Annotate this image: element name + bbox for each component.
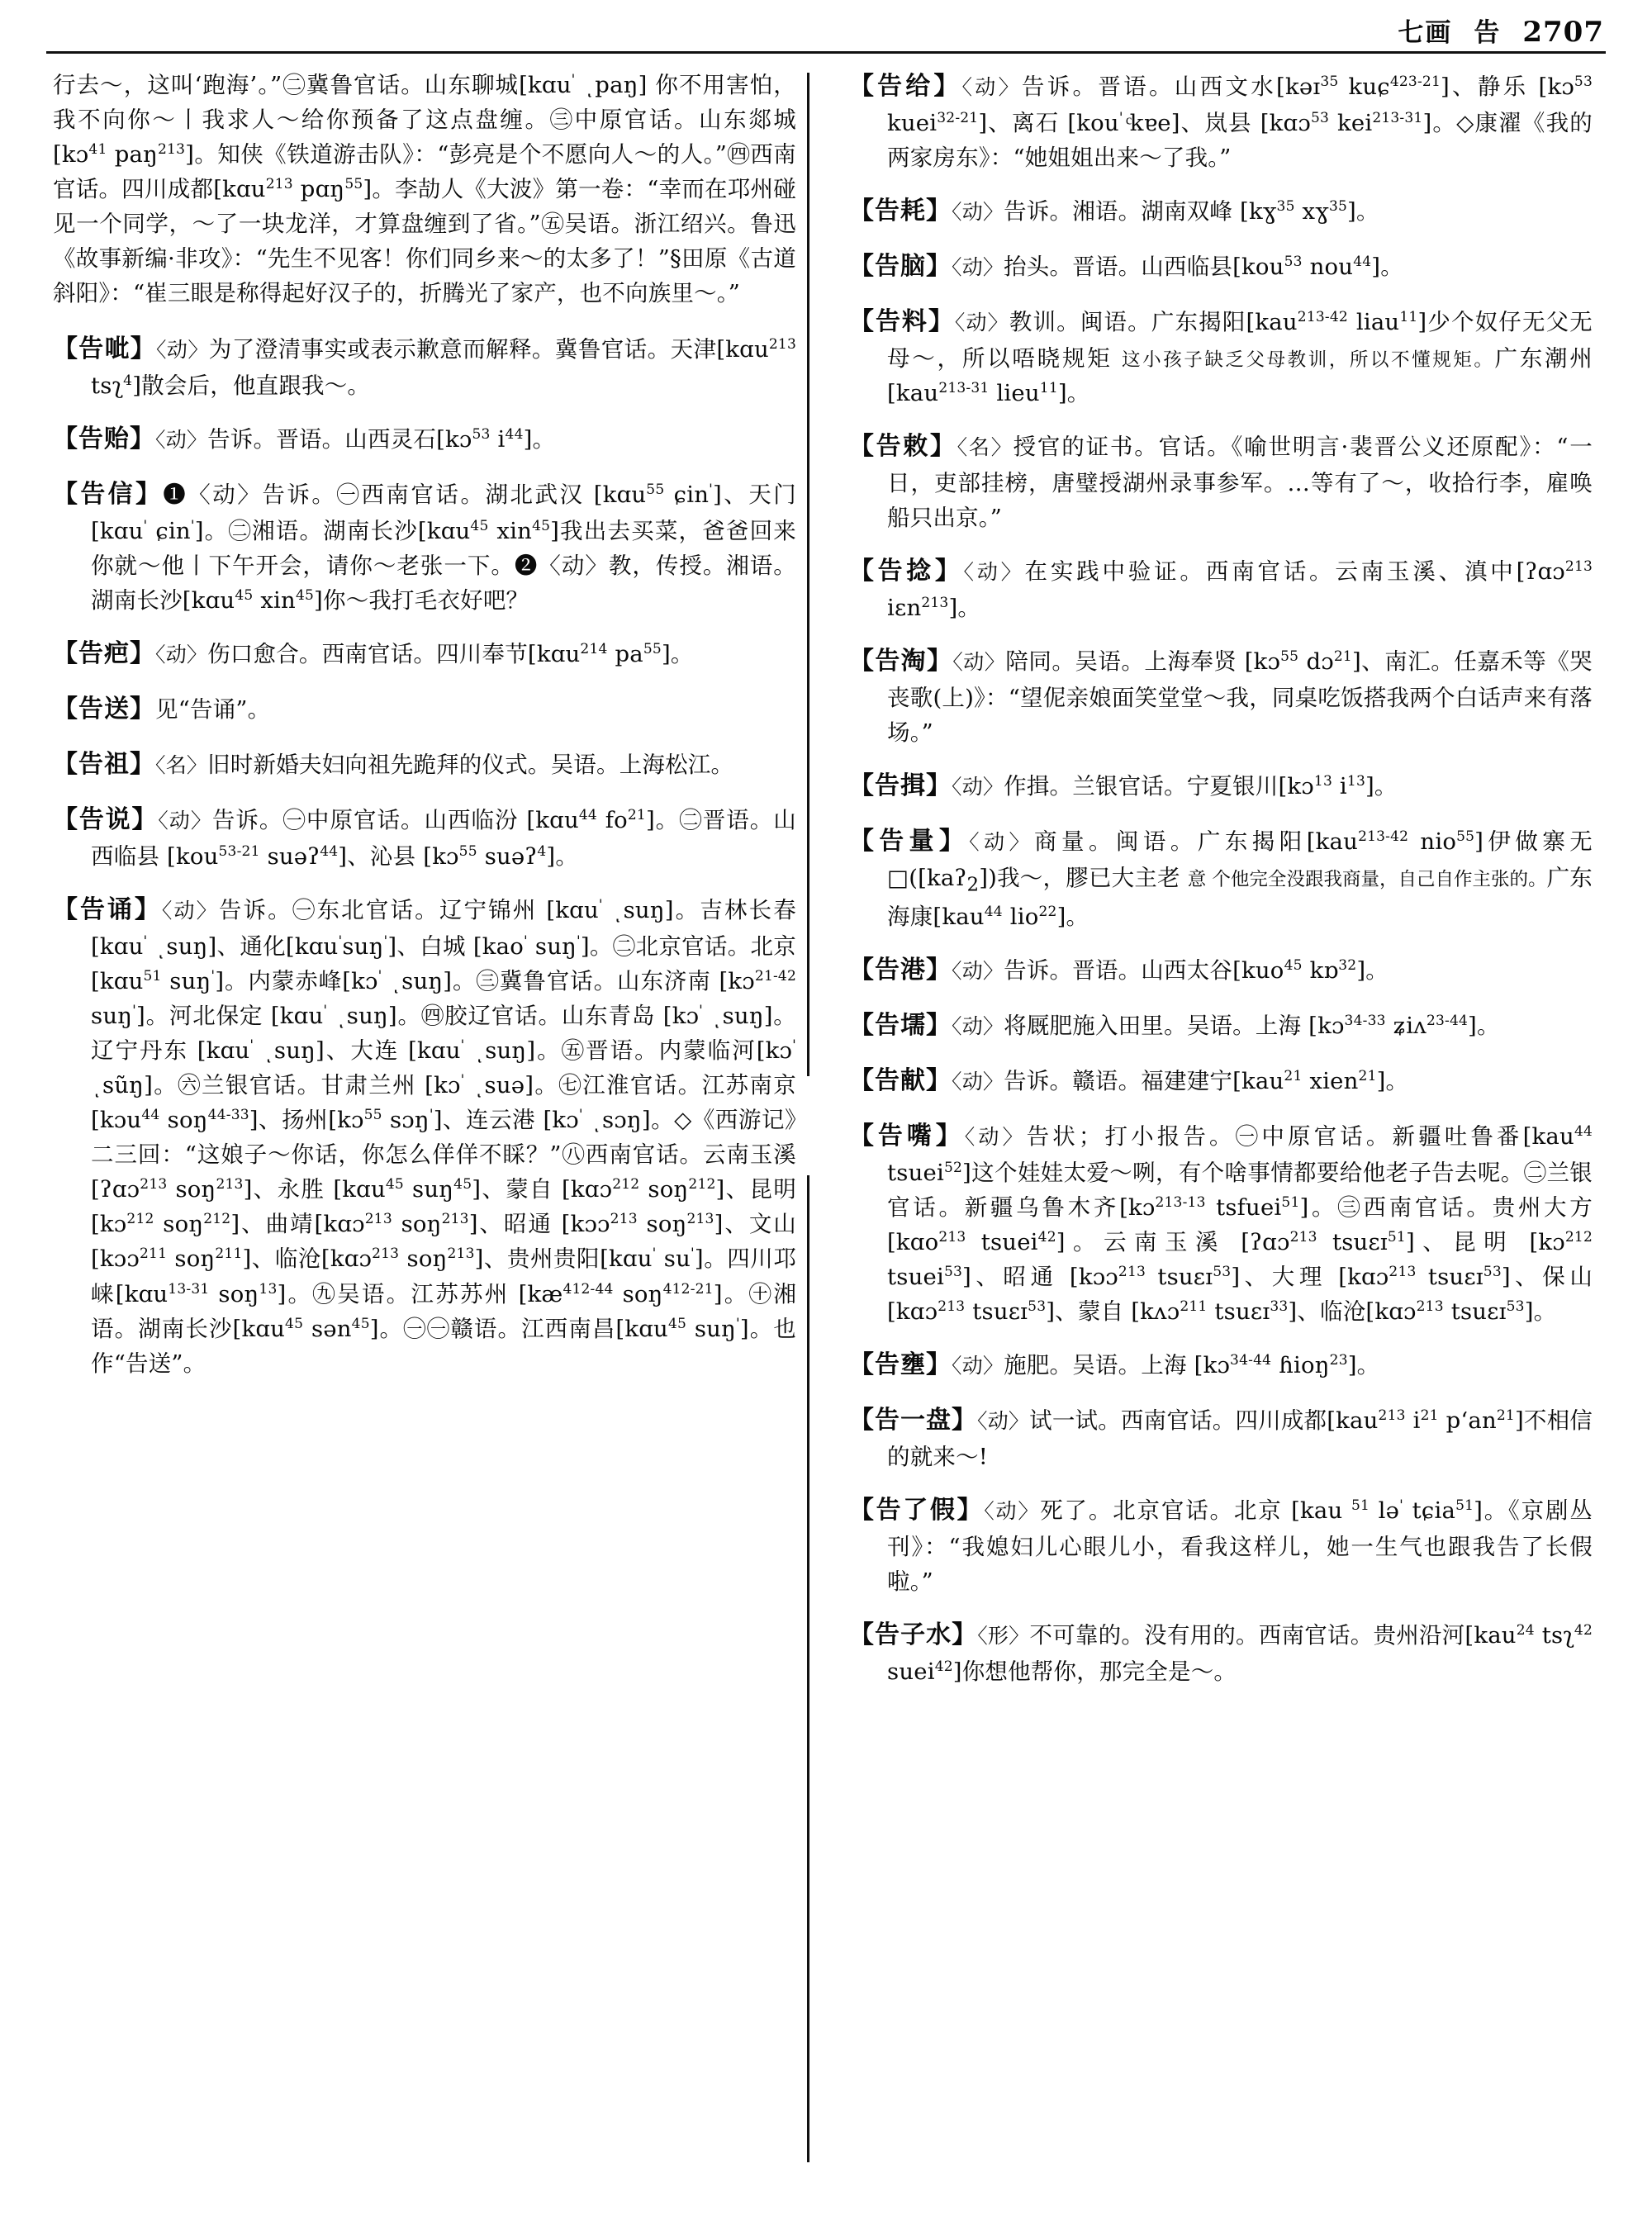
dictionary-entry (53, 801, 796, 874)
entry-part-of-speech: 〈动〉 (952, 1014, 1004, 1039)
entry-body: 将厩肥施入田里。吴语。上海 [kɔ$^{34-33}$ ʑiʌ$^{23-44}$]。 (1004, 1012, 1500, 1040)
left-entry-list (53, 330, 796, 1380)
entry-headword: 【告贻】 (53, 425, 155, 454)
entry-body: 商量。闽语。广东揭阳[kau$^{213-42}$ nio$^{55}$]伊做寨无□([kaʔ$_2$])我～，膠已大主老 意 个他完全没跟我商量，自己自作主张的。广东海康[kau$^{44}$ lio$^{22}$]。 (887, 828, 1593, 931)
entry-part-of-speech: 〈动〉 (161, 898, 219, 923)
entry-headword: 【告送】 (53, 695, 155, 724)
headword-char-label: 告 (1474, 18, 1502, 48)
entry-headword: 【告呲】 (53, 334, 156, 364)
left-column (53, 68, 796, 1398)
entry-headword: 【告耗】 (849, 197, 952, 226)
dictionary-entry (849, 1492, 1593, 1599)
entry-headword: 【告敕】 (849, 431, 957, 461)
entry-headword: 【告嘴】 (849, 1121, 965, 1151)
dictionary-entry (849, 68, 1593, 175)
entry-part-of-speech: 〈动〉 (952, 1069, 1004, 1094)
entry-body: 告诉。㊀东北官话。辽宁锦州 [kɑu$^ꞌ$ ͺsuŋ]。吉林长春 [kɑu$^ꞌ$ ͺsuŋ]、通化[kɑu$^ꞌ$suŋ$^ꞌ$]、白城 [kao$^ꞌ$ suŋ$^ꞌ$]。㊁北京官话。北京[kɑu$^{51}$ suŋ$^ꞌ$]。内蒙赤峰[kɔ$^ꞌ$ ͺsuŋ]。㊂冀鲁官话。山东济南 [kɔ$^{21-42}$ suŋ$^ꞌ$]。河北保定 [kɑu$^ꞌ$ ͺsuŋ]。㊃胶辽官话。山东青岛 [kɔ$^ꞌ$ ͺsuŋ]。辽宁丹东 [kɑu$^ꞌ$ ͺsuŋ]、大连 [kɑu$^ꞌ$ ͺsuŋ]。㊄晋语。内蒙临河[kɔ$^ꞌ$ ͺsũŋ]。㊅兰银官话。甘肃兰州 [kɔ$^ꞌ$ ͺsuə]。㊆江淮官话。江苏南京[kɔu$^{44}$ soŋ$^{44-33}$]、扬州[kɔ$^{55}$ sɔŋ$^ꞌ$]、连云港 [kɔ$^ꞌ$ ͺsɔŋ]。◇《西游记》二三回：“这娘子～你话，你怎么佯佯不睬？”㊇西南官话。云南玉溪 [ʔɑɔ$^{213}$ soŋ$^{213}$]、永胜 [kɑu$^{45}$ suŋ$^{45}$]、蒙自 [kɑɔ$^{212}$ soŋ$^{212}$]、昆明 [kɔ$^{212}$ soŋ$^{212}$]、曲靖[kɑɔ$^{213}$ soŋ$^{213}$]、昭通 [kɔɔ$^{213}$ soŋ$^{213}$]、文山[kɔɔ$^{211}$ soŋ$^{211}$]、临沧[kɑɔ$^{213}$ soŋ$^{213}$]、贵州贵阳[kɑu$^ꞌ$ $su^ꞌ$]。四川邛崃[kɑu$^{13-31}$ soŋ$^{13}$]。㊈吴语。江苏苏州 [$kæ^{412-44}$ soŋ$^{412-21}$]。㊉湘语。湖南长沙[kɑu$^{45}$ sən$^{45}$]。㊀㊀赣语。江西南昌[kɑu$^{45}$ suŋ$^ꞌ$]。也作“告送”。 (91, 896, 797, 1377)
column-divider (807, 73, 809, 2162)
entry-body: 死了。北京官话。北京 [kau $^{51}$ lə$^ꞌ$ tɕia$^{51}$]。《京剧丛刊》：“我媳妇儿心眼儿小，看我这样儿，她一生气也跟我告了长假啦。” (887, 1497, 1593, 1595)
entry-body: 授官的证书。官话。《喻世明言·裴晋公义还原配》：“一日，吏部挂榜，唐璧授湖州录事参军。…等有了～，收拾行李，雇唤船只出京。” (887, 433, 1593, 531)
dictionary-entry (849, 428, 1593, 535)
entry-body: 不可靠的。没有用的。西南官话。贵州沿河[kau$^{24}$ tsʅ$^{42}$ suei$^{42}$]你想他帮你，那完全是～。 (887, 1621, 1593, 1685)
entry-headword: 【告说】 (53, 805, 159, 835)
entry-part-of-speech: 〈动〉 (952, 774, 1004, 799)
entry-part-of-speech: 〈动〉 (952, 1354, 1004, 1378)
entry-body: 告诉。晋语。山西灵石[kɔ$^{53}$ $i^{44}$]。 (207, 426, 556, 453)
continued-entry: 行去～，这叫‘跑海’。”㊁冀鲁官话。山东聊城[kɑu$^ꞌ$ ͺpaŋ] 你不用害怕，我不向你～丨我求人～给你预备了这点盘缠。㊂中原官话。山东郯城 [kɔ$^{41}$ paŋ$^{213}$]。知侠《铁道游击队》：“彭亮是个不愿向人～的人。”㊃西南官话。四川成都[kɑu$^{213}$ pɑŋ$^{55}$]。李劼人《大波》第一卷：“幸而在邛州碰见一个同学，～了一块龙洋，才算盘缠到了省。”㊄吴语。浙江绍兴。鲁迅《故事新编·非攻》：“先生不见客！你们同乡来～的太多了！”§田原《古道斜阳》：“崔三眼是称得起好汉子的，折腾光了家产，也不向族里～。” (53, 71, 796, 307)
entry-body: 见“告诵”。 (155, 696, 271, 724)
page-number: 2707 (1522, 16, 1604, 49)
entry-part-of-speech: 〈名〉 (957, 434, 1014, 459)
entry-part-of-speech: 〈动〉 (952, 649, 1006, 674)
entry-headword: 【告一盘】 (849, 1405, 978, 1435)
entry-headword: 【告捻】 (849, 556, 964, 586)
entry-body: 施肥。吴语。上海 [kɔ$^{34-44}$ ɦioŋ$^{23}$]。 (1004, 1351, 1380, 1379)
entry-body: 告状；打小报告。㊀中原官话。新疆吐鲁番[kau$^{44}$ tsuei$^{52}$]这个娃娃太爱～咧，有个啥事情都要给他老子告去呢。㊁兰银官话。新疆乌鲁木齐[kɔ$^{213-13}$ tsfuei$^{51}$]。㊂西南官话。贵州大方[kɑo$^{213}$ tsuei$^{42}$]。云南玉溪 [ʔɑɔ$^{213}$ tsuɛɪ$^{51}$]、昆明 [kɔ$^{212}$ tsuei$^{53}$]、昭通 [kɔɔ$^{213}$ tsuɛɪ$^{53}$]、大理 [kɑɔ$^{213}$ tsuɛɪ$^{53}$]、保山 [kɑɔ$^{213}$ tsuɛɪ$^{53}$]、蒙自 [kʌɔ$^{211}$ tsuɛɪ$^{33}$]、临沧[kɑɔ$^{213}$ tsuɛɪ$^{53}$]。 (887, 1122, 1593, 1326)
entry-part-of-speech: 〈名〉 (155, 753, 208, 778)
entry-body: 在实践中验证。西南官话。云南玉溪、滇中[ʔɑɔ$^{213}$ iɛn$^{213}$]。 (887, 558, 1593, 621)
entry-part-of-speech: 〈动〉 (964, 1124, 1027, 1149)
dictionary-entry (849, 303, 1593, 410)
dictionary-entry (849, 1007, 1593, 1045)
dictionary-entry (849, 951, 1593, 989)
dictionary-entry (849, 643, 1593, 750)
header-labels (1398, 12, 1604, 49)
entry-body: 教训。闽语。广东揭阳[kau$^{213-42}$ liau$^{11}$]少个奴仔无父无母～，所以唔晓规矩 这小孩子缺乏父母教训，所以不懂规矩。广东潮州[kau$^{213-31}$ lieu$^{11}$]。 (887, 308, 1593, 406)
dictionary-entry (849, 1117, 1593, 1329)
dictionary-entry (849, 823, 1593, 935)
dictionary-entry (849, 192, 1593, 230)
entry-part-of-speech: 〈动〉 (952, 254, 1004, 279)
entry-part-of-speech: 〈动〉 (977, 1408, 1030, 1433)
entry-headword: 【告诵】 (53, 894, 162, 924)
dictionary-entry (53, 420, 796, 458)
entry-part-of-speech: 〈动〉 (963, 559, 1025, 584)
entry-body: 告诉。晋语。山西文水[kəɪ$^{35}$ kuɕ$^{423-21}$]、静乐 [kɔ$^{53}$ kuei$^{32-21}$]、离石 [kou$^ꞌ$ ͨkɐe]、岚县 [kɑɔ$^{53}$ kei$^{213-31}$]。◇康濯《我的两家房东》：“她姐姐出来～了我。” (887, 73, 1593, 171)
entry-headword: 【告揖】 (849, 771, 952, 800)
entry-body: 告诉。㊀中原官话。山西临汾 [kɑu$^{44}$ $fo^{21}$]。㊁晋语。山西临县 [kou$^{53-21}$ suəʔ$^{44}$]、沁县 [kɔ$^{55}$ suəʔ$^4$]。 (91, 806, 796, 870)
entry-body: 告诉。晋语。山西太谷[kuo$^{45}$ kɒ$^{32}$]。 (1004, 957, 1389, 985)
entry-body: 陪同。吴语。上海奉贤 [kɔ$^{55}$ dɔ$^{21}$]、南汇。任嘉禾等《哭丧歌(上)》：“望伲亲娘面笑堂堂～我，同桌吃饭搭我两个白话声来有落场。” (887, 648, 1593, 746)
entry-headword: 【告给】 (849, 72, 962, 101)
dictionary-entry (53, 330, 796, 403)
entry-body: 伤口愈合。西南官话。四川奉节[kɑu$^{214}$ $pa^{55}$]。 (207, 641, 694, 668)
entry-headword: 【告献】 (849, 1065, 952, 1095)
entry-headword: 【告疤】 (53, 639, 155, 669)
dictionary-entry (849, 1402, 1593, 1474)
entry-body: 告诉。湘语。湖南双峰 [kɣ$^{35}$ xɣ$^{35}$]。 (1004, 197, 1379, 225)
right-column (849, 68, 1593, 1706)
dictionary-entry (53, 635, 796, 673)
entry-part-of-speech: 〈动〉 (961, 75, 1022, 99)
dictionary-entry (849, 1062, 1593, 1100)
entry-body: 旧时新婚夫妇向祖先跪拜的仪式。吴语。上海松江。 (207, 752, 734, 779)
entry-headword: 【告了假】 (849, 1495, 985, 1525)
entry-part-of-speech: 〈动〉 (954, 310, 1009, 334)
right-entry-list (849, 68, 1593, 1689)
dictionary-entry (849, 1346, 1593, 1384)
entry-body: 为了澄清事实或表示歉意而解释。冀鲁官话。天津[kɑu$^{213}$ tsʅ$^4$]散会后，他直跟我～。 (91, 336, 796, 400)
entry-body: 抬头。晋语。山西临县[kou$^{53}$ nou$^{44}$]。 (1004, 253, 1403, 280)
entry-headword: 【告壅】 (849, 1350, 952, 1380)
entry-part-of-speech: 〈动〉 (155, 428, 208, 453)
entry-body: 试一试。西南官话。四川成都[kau$^{213}$ $i^{21}$ pʻan$^{21}$]不相信的就来～! (887, 1407, 1593, 1470)
entry-part-of-speech: 〈动〉 (155, 338, 209, 363)
entry-headword: 【告信】 (53, 480, 164, 510)
dictionary-entry (849, 767, 1593, 805)
dictionary-entry (849, 1616, 1593, 1689)
entry-headword: 【告量】 (849, 826, 970, 856)
header-divider (46, 51, 1606, 54)
entry-headword: 【告子水】 (849, 1620, 978, 1649)
entry-body: ❶〈动〉告诉。㊀西南官话。湖北武汉 [kɑu$^{55}$ ɕin$^ꞌ$]、天门[kɑu$^ꞌ$ ɕin$^ꞌ$]。㊁湘语。湖南长沙[kɑu$^{45}$ xin$^{45}$]我出去买菜，爸爸回来你就～他丨下午开会，请你～老张一下。❷〈动〉教，传授。湘语。湖南长沙[kɑu$^{45}$ xin$^{45}$]你～我打毛衣好吧？ (91, 482, 796, 614)
entry-headword: 【告淘】 (849, 646, 953, 676)
entry-body: 告诉。赣语。福建建宁[kau$^{21}$ xien$^{21}$]。 (1004, 1067, 1409, 1094)
entry-headword: 【告祖】 (53, 750, 155, 780)
entry-headword: 【告脑】 (849, 251, 952, 281)
dictionary-entry (849, 553, 1593, 625)
entry-part-of-speech: 〈动〉 (952, 959, 1004, 984)
entry-headword: 【告港】 (849, 956, 952, 985)
dictionary-entry (53, 690, 796, 728)
entry-part-of-speech: 〈动〉 (984, 1498, 1041, 1523)
entry-part-of-speech: 〈动〉 (158, 809, 212, 833)
dictionary-entry (53, 476, 796, 618)
entry-part-of-speech: 〈动〉 (155, 643, 208, 667)
page-header (0, 0, 1652, 58)
entry-body: 作揖。兰银官话。宁夏银川[kɔ$^{13}$ $i^{13}$]。 (1004, 772, 1398, 799)
dictionary-entry (849, 248, 1593, 286)
entry-part-of-speech: 〈动〉 (969, 829, 1035, 854)
entry-part-of-speech: 〈形〉 (977, 1623, 1030, 1648)
entry-headword: 【告料】 (849, 306, 955, 336)
entry-headword: 【告壖】 (849, 1011, 952, 1041)
dictionary-entry (53, 891, 796, 1381)
stroke-label: 七画 (1398, 18, 1453, 48)
entry-part-of-speech: 〈动〉 (952, 200, 1004, 225)
dictionary-entry (53, 746, 796, 784)
